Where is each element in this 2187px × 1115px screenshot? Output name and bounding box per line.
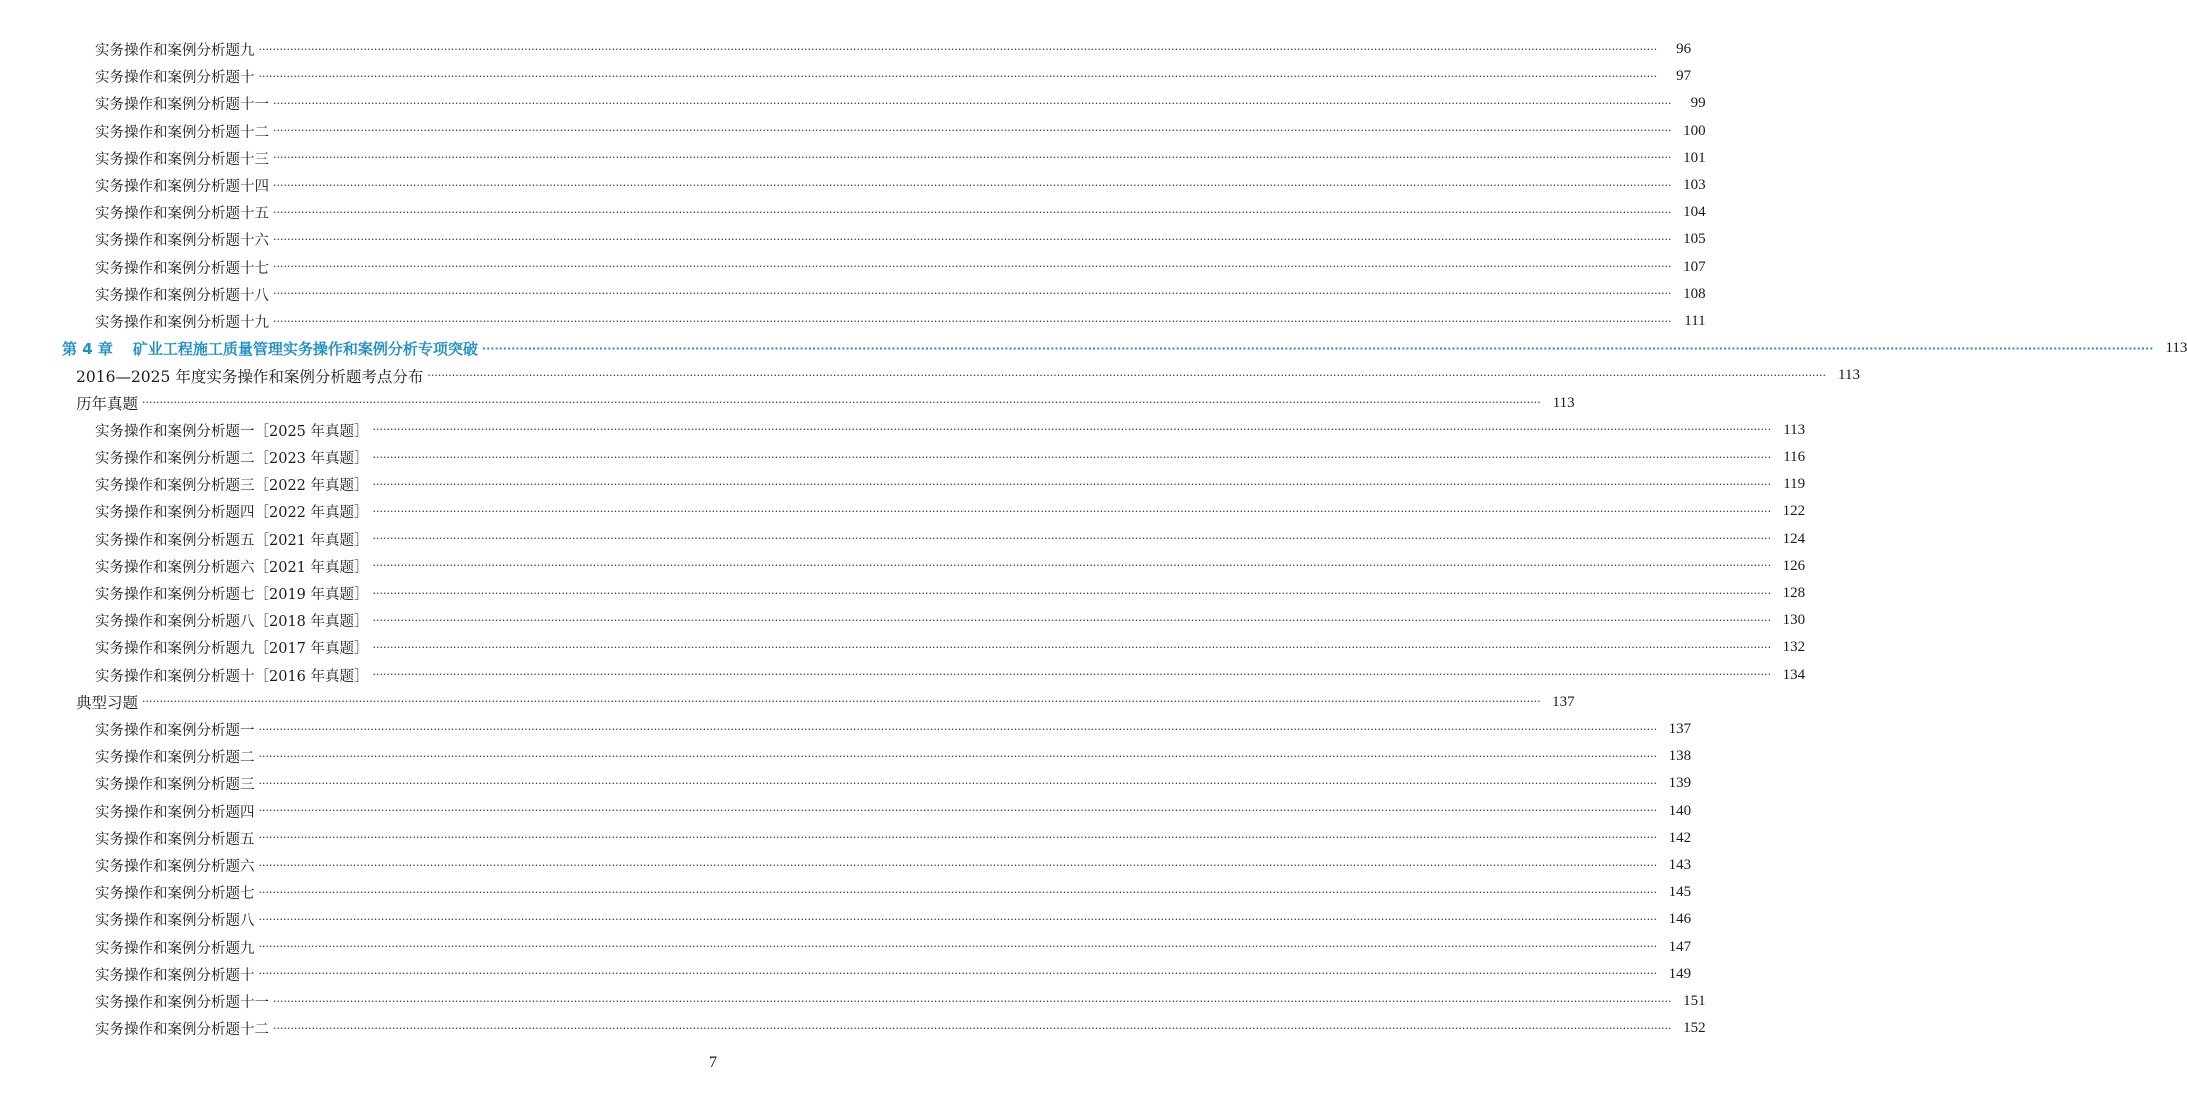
toc-entry[interactable] — [0, 118, 1706, 145]
toc-entry[interactable] — [0, 934, 1692, 961]
dot-leader: ················································································································································································································································································································································································································ — [273, 994, 1672, 1008]
toc-entry-page: 128 — [1782, 585, 1806, 601]
toc-entry-title: 实务操作和案例分析题三［2022 年真题］ — [95, 478, 369, 495]
toc-entry-title: 实务操作和案例分析题七 — [95, 886, 255, 903]
dot-leader: ················································································································································································································································································································································································································ — [258, 69, 1658, 83]
toc-chapter-entry[interactable] — [0, 335, 2187, 362]
toc-entry-title: 实务操作和案例分析题十六 — [95, 233, 269, 250]
toc-entry-title: 实务操作和案例分析题三 — [95, 777, 255, 794]
toc-entry-title: 实务操作和案例分析题十九 — [95, 315, 269, 331]
toc-entry-page: 146 — [1668, 911, 1692, 928]
dot-leader: ················································································································································································································································································································································································································ — [258, 940, 1658, 954]
toc-entry-title: 实务操作和案例分析题十［2016 年真题］ — [95, 668, 369, 685]
toc-entry[interactable] — [0, 1015, 1706, 1042]
toc-entry-page: 140 — [1668, 802, 1692, 819]
toc-entry-title: 2016—2025 年度实务操作和案例分析题考点分布 — [76, 367, 424, 386]
toc-entry[interactable] — [0, 281, 1706, 308]
dot-leader: ················································································································································································································································································································································································································ — [258, 912, 1658, 926]
toc-entry-page: 130 — [1782, 612, 1806, 629]
toc-entry-title: 实务操作和案例分析题十三 — [95, 151, 269, 168]
dot-leader: ················································································································································································································································································································································································································ — [258, 967, 1658, 981]
dot-leader: ················································································································································································································································································································································································································ — [273, 178, 1672, 192]
chapter-title: 矿业工程施工质量管理实务操作和案例分析专项突破 — [132, 340, 478, 359]
toc-entry[interactable] — [0, 607, 1806, 634]
toc-entry[interactable] — [0, 798, 1692, 825]
dot-leader: ················································································································································································································································································································································································································ — [273, 287, 1672, 301]
toc-entry-title: 实务操作和案例分析题五 — [95, 831, 255, 848]
toc-entry-page: 105 — [1683, 231, 1706, 248]
dot-leader: ················································································································································································································································································································································································································ — [372, 640, 1772, 654]
dot-leader: ················································································································································································································································································································································································································ — [273, 314, 1672, 328]
toc-entry[interactable] — [0, 471, 1806, 498]
toc-entry-page: 111 — [1684, 313, 1706, 329]
toc-entry[interactable] — [0, 226, 1706, 253]
toc-entry[interactable] — [0, 36, 1692, 63]
dot-leader: ················································································································································································································································································································································································································ — [427, 368, 1826, 382]
toc-entry[interactable] — [0, 879, 1692, 906]
dot-leader: ················································································································································································································································································································································································································ — [372, 450, 1772, 464]
dot-leader: ················································································································································································································································································································································································································ — [273, 96, 1672, 110]
toc-entry[interactable] — [0, 906, 1692, 933]
dot-leader: ················································································································································································································································································································································································································ — [481, 341, 2154, 355]
toc-entry-title: 实务操作和案例分析题一［2025 年真题］ — [95, 423, 369, 440]
toc-entry-title: 实务操作和案例分析题十 — [95, 70, 255, 87]
toc-entry-title — [62, 338, 478, 359]
toc-entry-page: 116 — [1783, 449, 1806, 465]
toc-entry[interactable] — [0, 417, 1806, 444]
toc-entry-title: 实务操作和案例分析题八 — [95, 913, 255, 930]
toc-entry-page: 137 — [1552, 693, 1575, 710]
chapter-number: 第 4 章 — [62, 340, 113, 359]
toc-entry-title: 实务操作和案例分析题八［2018 年真题］ — [95, 614, 369, 631]
toc-section-entry[interactable] — [0, 689, 1575, 716]
dot-leader: ················································································································································································································································································································································································································ — [258, 804, 1658, 818]
toc-entry[interactable] — [0, 634, 1806, 661]
toc-section-entry[interactable] — [0, 390, 1575, 417]
toc-entry-page: 113 — [1838, 367, 1860, 384]
toc-entry-title: 实务操作和案例分析题十 — [95, 967, 255, 984]
dot-leader: ················································································································································································································································································································································································································ — [258, 749, 1658, 763]
toc-entry[interactable] — [0, 770, 1692, 797]
dot-leader: ················································································································································································································································································································································································································ — [142, 396, 1541, 410]
toc-entry-page: 142 — [1668, 829, 1692, 846]
toc-entry-title: 实务操作和案例分析题九 — [95, 43, 255, 59]
dot-leader: ················································································································································································································································································································································································································ — [258, 776, 1658, 790]
toc-entry-title: 典型习题 — [76, 694, 139, 713]
toc-entry-title: 实务操作和案例分析题九［2017 年真题］ — [95, 641, 369, 658]
toc-entry-page: 145 — [1668, 884, 1692, 901]
dot-leader: ················································································································································································································································································································································································································ — [258, 722, 1658, 736]
toc-entry-page: 126 — [1782, 557, 1806, 574]
toc-entry[interactable] — [0, 63, 1692, 90]
dot-leader: ················································································································································································································································································································································································································ — [372, 477, 1772, 491]
toc-entry[interactable] — [0, 172, 1706, 199]
toc-entry-title: 实务操作和案例分析题十七 — [95, 260, 269, 277]
toc-entry[interactable] — [0, 308, 1706, 335]
dot-leader: ················································································································································································································································································································································································································ — [372, 559, 1772, 573]
toc-entry[interactable] — [0, 254, 1706, 281]
toc-entry-page: 108 — [1683, 285, 1706, 302]
toc-entry-page: 113 — [1552, 394, 1575, 411]
toc-entry-title: 实务操作和案例分析题六 — [95, 859, 255, 875]
toc-entry-page: 100 — [1683, 122, 1706, 139]
dot-leader: ················································································································································································································································································································································································································ — [372, 423, 1772, 437]
toc-entry-title: 实务操作和案例分析题十八 — [95, 287, 269, 304]
toc-entry-title: 实务操作和案例分析题四 — [95, 804, 255, 821]
toc-entry-page: 147 — [1668, 938, 1692, 955]
toc-entry[interactable] — [0, 825, 1692, 852]
toc-entry-page: 104 — [1683, 204, 1706, 221]
toc-entry-title: 实务操作和案例分析题六［2021 年真题］ — [95, 559, 369, 576]
toc-entry-title: 历年真题 — [76, 395, 139, 414]
toc-entry-page: 151 — [1683, 993, 1706, 1009]
toc-entry-page: 143 — [1668, 857, 1692, 873]
dot-leader: ················································································································································································································································································································································································································ — [273, 124, 1672, 138]
dot-leader: ················································································································································································································································································································································································································ — [372, 613, 1772, 627]
dot-leader: ················································································································································································································································································································································································································ — [273, 232, 1672, 246]
toc-entry[interactable] — [0, 743, 1692, 770]
dot-leader: ················································································································································································································································································································································································································ — [258, 885, 1658, 899]
dot-leader: ················································································································································································································································································································································································································ — [273, 205, 1672, 219]
toc-entry-page: 101 — [1683, 149, 1706, 166]
dot-leader: ················································································································································································································································································································································································································ — [273, 260, 1672, 274]
toc-entry[interactable] — [0, 988, 1706, 1015]
toc-section-entry[interactable] — [0, 362, 1860, 389]
dot-leader: ················································································································································································································································································································································································································ — [372, 532, 1772, 546]
toc-entry-page: 139 — [1668, 775, 1692, 792]
toc-entry-title: 实务操作和案例分析题十二 — [95, 124, 269, 141]
toc-entry-title: 实务操作和案例分析题五［2021 年真题］ — [95, 532, 369, 549]
toc-entry-page: 138 — [1668, 748, 1692, 765]
toc-entry-title: 实务操作和案例分析题一 — [95, 723, 255, 739]
toc-entry-page: 119 — [1783, 476, 1806, 493]
dot-leader: ················································································································································································································································································································································································································ — [142, 695, 1541, 709]
dot-leader: ················································································································································································································································································································································································································ — [372, 668, 1772, 682]
toc-entry-title: 实务操作和案例分析题十五 — [95, 206, 269, 223]
dot-leader: ················································································································································································································································································································································································································ — [372, 504, 1772, 518]
dot-leader: ················································································································································································································································································································································································································ — [258, 858, 1658, 872]
toc-entry-page: 96 — [1676, 41, 1692, 57]
toc-entry-title: 实务操作和案例分析题九 — [95, 940, 255, 957]
toc-entry-page: 124 — [1782, 530, 1806, 547]
toc-entry[interactable] — [0, 580, 1806, 607]
dot-leader: ················································································································································································································································································································································································································ — [372, 586, 1772, 600]
toc-entry[interactable] — [0, 199, 1706, 226]
toc-entry-title: 实务操作和案例分析题七［2019 年真题］ — [95, 587, 369, 603]
toc-entry-page: 103 — [1683, 177, 1706, 193]
toc-entry[interactable] — [0, 145, 1706, 172]
toc-entry-page: 137 — [1668, 721, 1692, 737]
page-number: 7 — [709, 1054, 717, 1071]
toc-entry-title: 实务操作和案例分析题十四 — [95, 179, 269, 195]
toc-entry-title: 实务操作和案例分析题二［2023 年真题］ — [95, 451, 369, 467]
toc-entry-page: 97 — [1676, 68, 1692, 85]
toc-entry[interactable] — [0, 662, 1806, 689]
toc-entry-page: 107 — [1683, 258, 1706, 275]
toc-entry-page: 99 — [1690, 95, 1706, 112]
toc-entry-page: 122 — [1782, 503, 1806, 520]
toc-entry-page: 113 — [2165, 340, 2187, 357]
toc-entry[interactable] — [0, 526, 1806, 553]
toc-entry-title: 实务操作和案例分析题二 — [95, 750, 255, 767]
toc-entry[interactable] — [0, 961, 1692, 988]
dot-leader: ················································································································································································································································································································································································································ — [258, 42, 1658, 56]
toc-entry[interactable] — [0, 553, 1806, 580]
toc-entry-page: 149 — [1668, 965, 1692, 982]
toc-entry[interactable] — [0, 444, 1806, 471]
toc-entry-page: 113 — [1783, 421, 1806, 438]
toc-entry-title: 实务操作和案例分析题十二 — [95, 1022, 269, 1039]
toc-entry[interactable] — [0, 716, 1692, 743]
toc-entry-title: 实务操作和案例分析题四［2022 年真题］ — [95, 505, 369, 522]
dot-leader: ················································································································································································································································································································································································································ — [258, 831, 1658, 845]
dot-leader: ················································································································································································································································································································································································································ — [273, 1021, 1672, 1035]
dot-leader: ················································································································································································································································································································································································································ — [273, 151, 1672, 165]
toc-entry-title: 实务操作和案例分析题十一 — [95, 97, 269, 114]
toc-entry-page: 152 — [1683, 1020, 1706, 1037]
toc-entry[interactable] — [0, 90, 1706, 117]
toc-entry-title: 实务操作和案例分析题十一 — [95, 995, 269, 1011]
toc-entry-page: 134 — [1782, 666, 1806, 683]
toc-entry-page: 132 — [1782, 639, 1806, 656]
toc-entry[interactable] — [0, 498, 1806, 525]
toc-entry[interactable] — [0, 852, 1692, 879]
